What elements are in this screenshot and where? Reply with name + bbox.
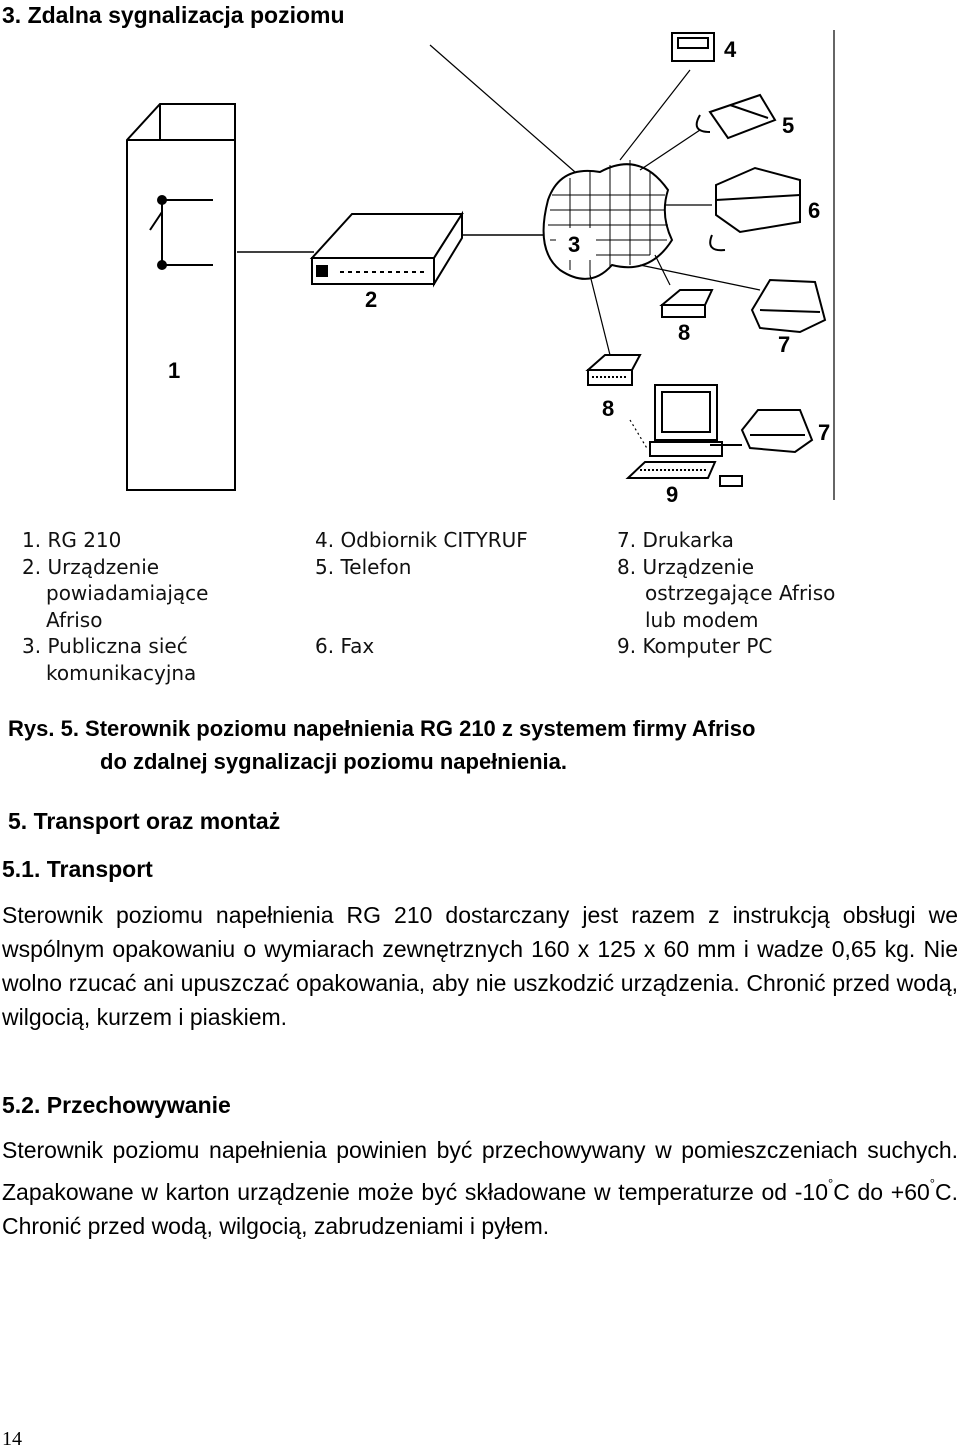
figure-number-7: 7	[818, 420, 831, 445]
printer-lower-illustration	[742, 410, 812, 452]
figure-number-1: 1	[168, 358, 181, 383]
personal-computer-illustration	[628, 385, 742, 486]
storage-text-c: C. Chronić przed wodą, wilgocią, zabrudzeniami i pyłem.	[2, 1179, 958, 1239]
degree-symbol: °	[828, 1176, 834, 1191]
storage-paragraph	[2, 1133, 958, 1243]
warning-device-upper-illustration	[662, 290, 712, 317]
figure-number-7: 7	[778, 332, 791, 357]
legend-item: 8. Urządzenie	[617, 554, 755, 579]
fax-illustration	[710, 168, 800, 250]
legend-item: 3. Publiczna sieć	[22, 634, 188, 658]
legend-item: 9. Komputer PC	[617, 634, 773, 658]
caption-line-1: Rys. 5. Sterownik poziomu napełnienia RG 210 z systemem firmy Afriso	[8, 716, 756, 741]
cityruf-receiver-illustration	[672, 33, 714, 61]
section-heading: 3. Zdalna sygnalizacja poziomu	[2, 2, 345, 28]
afriso-notification-device-illustration	[312, 214, 462, 284]
figure-number-2: 2	[365, 287, 378, 312]
legend-column-3	[617, 527, 835, 660]
section-title-5: 5. Transport oraz montaż	[8, 808, 281, 834]
legend-item: 1. RG 210	[22, 528, 122, 552]
legend-item: powiadamiające	[46, 581, 209, 605]
transport-paragraph: Sterownik poziomu napełnienia RG 210 dostarczany jest razem z instrukcją obsługi we wspólnym opakowaniu o wymiarach zewnętrznych 160 x 125 x 60 mm i wadze 0,65 kg. Nie wolno rzucać ani upuszczać opakowania, aby nie uszkodzić urządzenia. Chronić przed wodą, wilgocią, kurzem i piaskiem.	[2, 902, 958, 1030]
degree-symbol: °	[929, 1176, 935, 1191]
figure-number-6: 6	[808, 198, 821, 223]
warning-device-lower-illustration	[588, 355, 640, 385]
legend-item: 2. Urządzenie	[22, 554, 160, 579]
legend-item: ostrzegające Afriso	[645, 581, 836, 605]
legend-item: Afriso	[46, 607, 103, 632]
storage-text-a: Sterownik poziomu napełnienia powinien być przechowywany w pomieszczeniach suchych. Zapakowane w karton urządzenie może być składowane w temperaturze od -10	[2, 1137, 958, 1205]
legend-item: komunikacyjna	[46, 660, 197, 685]
public-network-cloud-illustration	[544, 160, 672, 279]
legend-column-2	[315, 527, 528, 660]
legend-item: 5. Telefon	[315, 554, 412, 579]
rg210-cabinet-illustration	[127, 104, 235, 490]
system-diagram	[0, 0, 960, 520]
figure-number-9: 9	[666, 482, 679, 507]
figure-number-5: 5	[782, 113, 795, 138]
figure-number-4: 4	[724, 37, 737, 62]
figure-number-8: 8	[602, 396, 615, 421]
legend-column-1	[22, 527, 208, 686]
figure-number-3: 3	[568, 232, 581, 257]
legend-item: 6. Fax	[315, 634, 375, 658]
telephone-illustration	[697, 95, 775, 138]
storage-text-b: C do +60	[833, 1179, 930, 1205]
figure-number-8: 8	[678, 320, 691, 345]
legend-item: 4. Odbiornik CITYRUF	[315, 528, 528, 552]
caption-line-2: do zdalnej sygnalizacji poziomu napełnienia.	[100, 749, 567, 774]
figure-caption	[8, 712, 755, 778]
legend-item: lub modem	[645, 607, 759, 632]
section-title-5-1: 5.1. Transport	[2, 856, 153, 882]
section-title-5-2: 5.2. Przechowywanie	[2, 1092, 231, 1118]
legend-item: 7. Drukarka	[617, 528, 734, 552]
page-number: 14	[2, 1428, 22, 1450]
printer-upper-illustration	[752, 280, 825, 332]
